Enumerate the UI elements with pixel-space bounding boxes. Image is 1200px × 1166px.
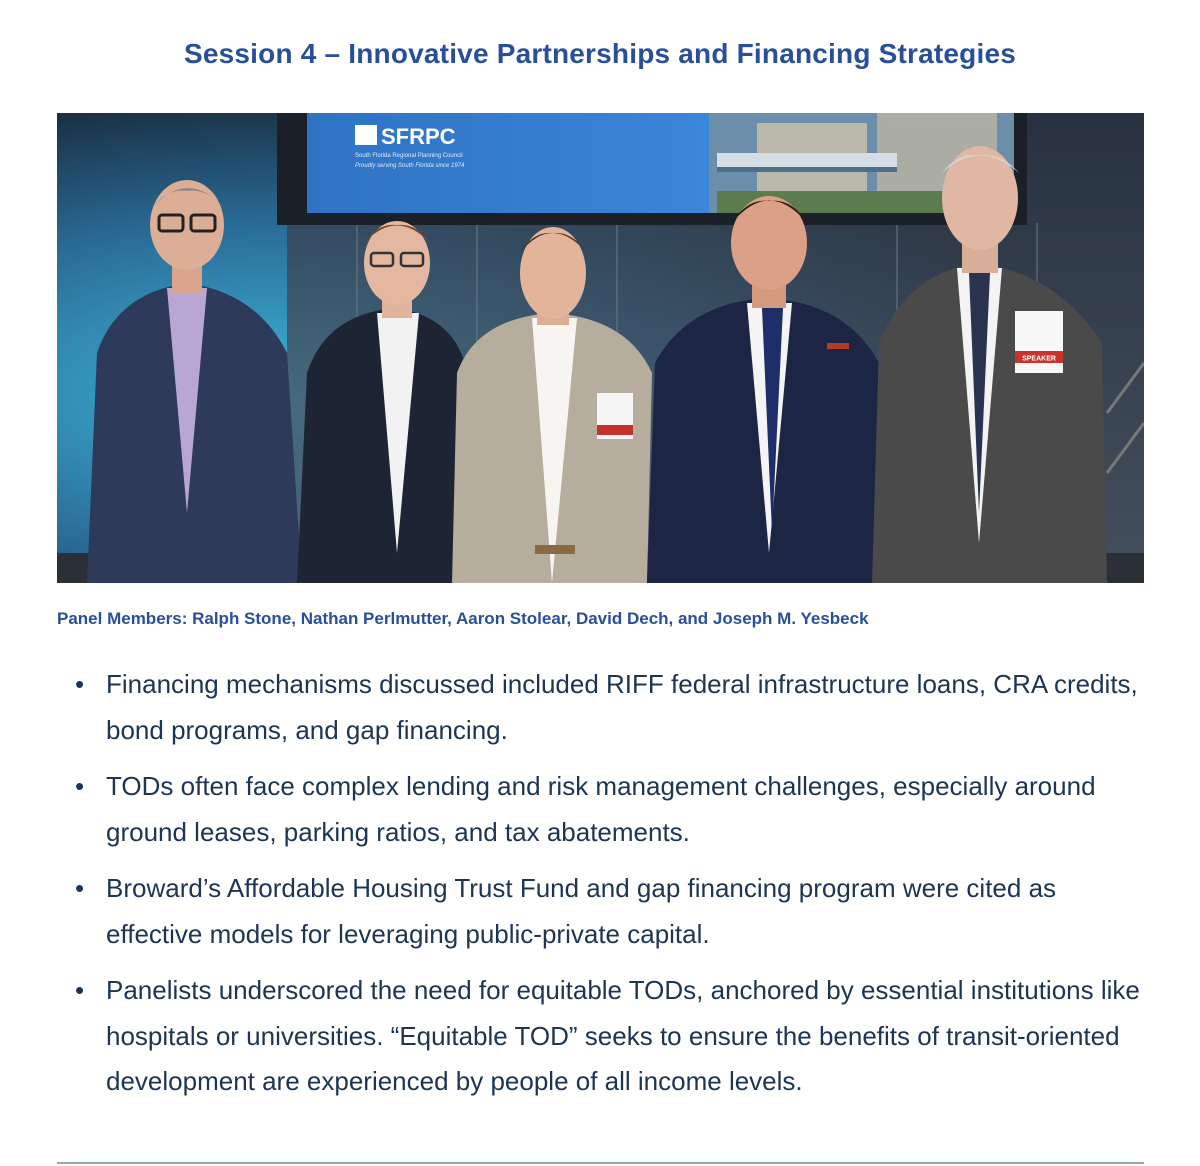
screen-logo-text: SFRPC — [381, 124, 456, 149]
key-points-list — [75, 662, 1155, 1116]
bullet-icon: • — [75, 669, 85, 699]
list-item-text: TODs often face complex lending and risk management challenges, especially around ground leases, parking ratios, and tax abatements. — [106, 771, 1096, 847]
screen-logo-subtext: South Florida Regional Planning Council — [355, 153, 463, 159]
list-item-text: Financing mechanisms discussed included RIFF federal infrastructure loans, CRA credits, bond programs, and gap financing. — [106, 669, 1138, 745]
list-item — [75, 662, 1155, 753]
name-badge — [1015, 311, 1063, 373]
bullet-icon: • — [75, 975, 85, 1005]
section-divider — [57, 1162, 1144, 1164]
screen-tagline: Proudly serving South Florida since 1974 — [355, 163, 465, 169]
list-item-text: Panelists underscored the need for equitable TODs, anchored by essential institutions like hospitals or universities. “Equitable TOD” seeks to ensure the benefits of transit-oriented development are experienced by people of all income levels. — [106, 975, 1140, 1096]
panel-photo — [57, 113, 1144, 583]
list-item — [75, 866, 1155, 957]
bullet-icon: • — [75, 873, 85, 903]
list-item — [75, 764, 1155, 855]
session-title: Session 4 – Innovative Partnerships and Financing Strategies — [183, 38, 1017, 69]
list-item — [75, 968, 1155, 1105]
bullet-icon: • — [75, 771, 85, 801]
sfrpc-logo-mark — [355, 125, 377, 145]
photo-caption: Panel Members: Ralph Stone, Nathan Perlmutter, Aaron Stolear, David Dech, and Joseph M. Yesbeck — [57, 609, 869, 628]
badge-text: SPEAKER — [1022, 355, 1056, 363]
list-item-text: Broward’s Affordable Housing Trust Fund and gap financing program were cited as effective models for leveraging public-private capital. — [106, 873, 1057, 949]
